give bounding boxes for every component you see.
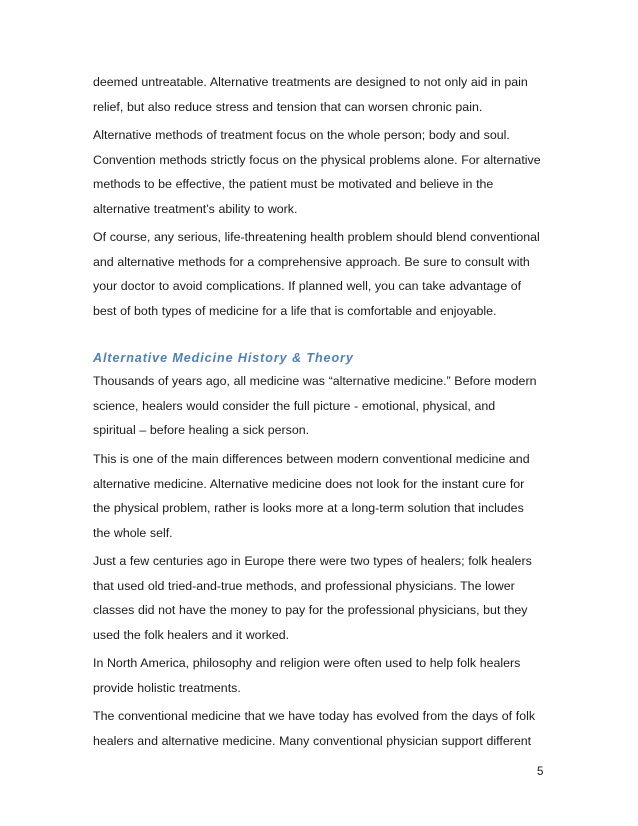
text-line: and alternative methods for a comprehensive approach. Be sure to consult with [93,254,530,269]
text-line: alternative medicine. Alternative medicine does not look for the instant cure for [93,476,525,491]
text-line: In North America, philosophy and religion were often used to help folk healers [93,656,521,670]
paragraph-conventional-evolved [93,704,535,753]
text-line: used the folk healers and it worked. [93,627,290,642]
paragraph-main-differences [93,447,530,545]
text-line: the physical problem, rather is looks more at a long-term solution that includes [93,501,524,516]
page-number: 5 [537,766,544,778]
text-line: methods to be effective, the patient must be motivated and believe in the [93,177,494,192]
section-heading: Alternative Medicine History & Theory [93,351,354,365]
text-line: Alternative methods of treatment focus on the whole person; body and soul. [93,128,510,142]
text-line: that used old tried-and-true methods, and professional physicians. The lower [93,578,515,593]
text-line: the whole self. [93,525,173,540]
text-line: Of course, any serious, life-threatening health problem should blend conventional [93,230,540,244]
text-line: provide holistic treatments. [93,680,241,695]
text-line: alternative treatment’s ability to work. [93,201,298,216]
text-line: The conventional medicine that we have today has evolved from the days of folk [93,709,536,723]
text-line: Convention methods strictly focus on the physical problems alone. For alternative [93,152,541,167]
text-line: spiritual – before healing a sick person. [93,423,310,438]
text-line: relief, but also reduce stress and tension that can worsen chronic pain. [93,99,483,114]
paragraph-thousands-years [93,369,536,443]
paragraph-chronic-pain [93,70,528,119]
text-line: best of both types of medicine for a life that is comfortable and enjoyable. [93,303,497,318]
text-line: healers and alternative medicine. Many conventional physician support different [93,733,532,748]
text-line: classes did not have the money to pay for the professional physicians, but they [93,603,528,618]
text-line: your doctor to avoid complications. If planned well, you can take advantage of [93,279,522,294]
text-line: This is one of the main differences between modern conventional medicine and [93,452,530,466]
paragraph-europe-healers [93,549,532,647]
text-line: science, healers would consider the full picture - emotional, physical, and [93,398,496,413]
text-line: deemed untreatable. Alternative treatments are designed to not only aid in pain [93,75,528,89]
text-line: Just a few centuries ago in Europe there were two types of healers; folk healers [93,554,532,568]
paragraph-whole-person [93,123,541,221]
paragraph-north-america [93,651,520,700]
paragraph-blend-methods [93,225,540,323]
text-line: Thousands of years ago, all medicine was “alternative medicine.” Before modern [93,374,537,388]
